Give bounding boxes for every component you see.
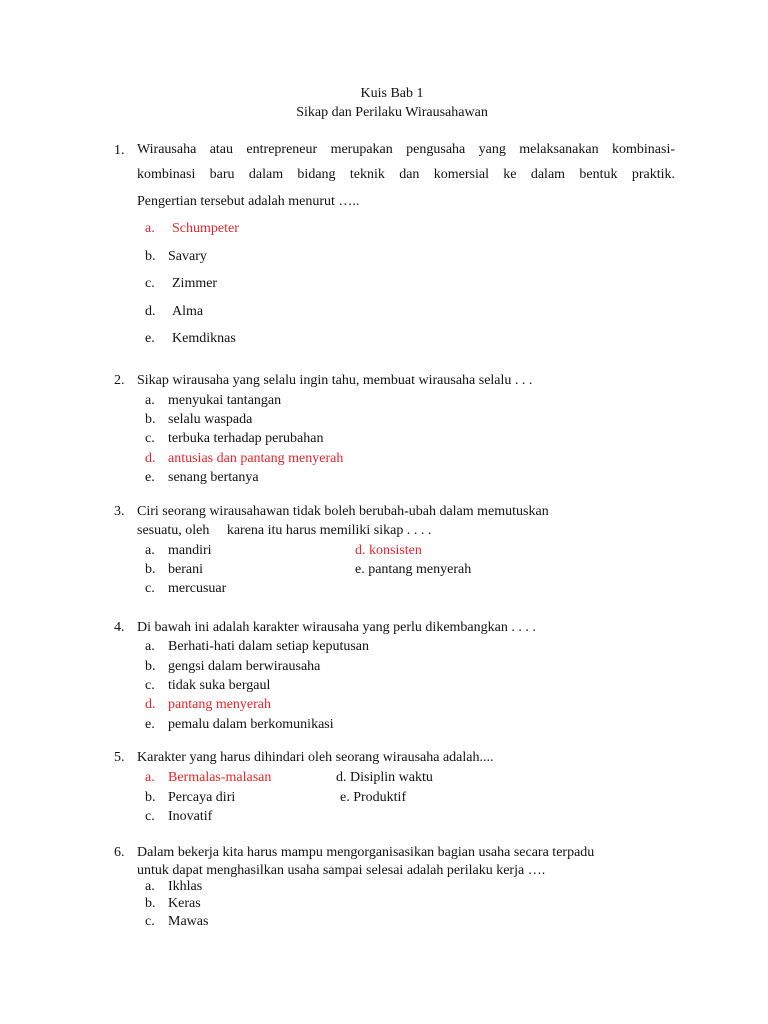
question-number: 5. <box>114 750 125 765</box>
option-letter: c. <box>145 914 155 929</box>
option-text: Savary <box>168 249 207 264</box>
option-letter: c. <box>145 809 155 824</box>
option-text: Alma <box>172 304 204 319</box>
question-text-line: Dalam bekerja kita harus mampu mengorganisasikan bagian usaha secara terpadu <box>137 845 595 860</box>
question-number: 2. <box>114 373 125 388</box>
option-letter: c. <box>145 276 155 291</box>
option-letter: d. <box>145 451 156 466</box>
option-letter: d. <box>145 697 156 712</box>
option-letter: b. <box>145 412 156 427</box>
option-text-correct: pantang menyerah <box>168 697 272 712</box>
option-text: selalu waspada <box>168 412 253 427</box>
question-number: 4. <box>114 620 125 635</box>
option-text: gengsi dalam berwirausaha <box>168 659 321 674</box>
option-text-correct: Schumpeter <box>172 221 239 236</box>
question-number: 1. <box>114 143 125 158</box>
option-text: e. Produktif <box>340 790 407 805</box>
option-letter: c. <box>145 581 155 596</box>
option-text: Ikhlas <box>168 879 203 894</box>
option-text: Mawas <box>168 914 209 929</box>
option-letter: a. <box>145 221 155 236</box>
option-text: mercusuar <box>168 581 227 596</box>
option-letter: a. <box>145 543 155 558</box>
option-text: Zimmer <box>172 276 218 291</box>
option-text: Inovatif <box>168 809 213 824</box>
option-text-correct: antusias dan pantang menyerah <box>168 451 344 466</box>
option-letter: a. <box>145 639 155 654</box>
question-text-line: Pengertian tersebut adalah menurut ….. <box>137 194 360 209</box>
option-letter: b. <box>145 249 156 264</box>
option-text: pemalu dalam berkomunikasi <box>168 717 334 732</box>
option-letter: a. <box>145 770 155 785</box>
question-text-line: sesuatu, oleh karena itu harus memiliki sikap . . . . <box>137 523 432 538</box>
question-text-line: kombinasi baru dalam bidang teknik dan komersial ke dalam bentuk praktik. <box>137 167 675 182</box>
option-text-correct: Bermalas-malasan <box>168 770 272 785</box>
question-number: 6. <box>114 845 125 860</box>
option-letter: b. <box>145 562 156 577</box>
option-letter: b. <box>145 659 156 674</box>
question-text-line: Sikap wirausaha yang selalu ingin tahu, membuat wirausaha selalu . . . <box>137 373 533 388</box>
option-text: mandiri <box>168 543 212 558</box>
option-letter: e. <box>145 470 155 485</box>
option-letter: b. <box>145 896 156 911</box>
option-text: Percaya diri <box>168 790 236 805</box>
option-letter: a. <box>145 879 155 894</box>
quiz-title: Kuis Bab 1 <box>360 86 424 101</box>
option-text: Berhati-hati dalam setiap keputusan <box>168 639 369 654</box>
option-letter: a. <box>145 393 155 408</box>
option-text: tidak suka bergaul <box>168 678 271 693</box>
question-text-line: Di bawah ini adalah karakter wirausaha yang perlu dikembangkan . . . . <box>137 620 536 635</box>
option-text-correct: d. konsisten <box>355 543 422 558</box>
question-text-line: Ciri seorang wirausahawan tidak boleh berubah-ubah dalam memutuskan <box>137 504 549 519</box>
option-letter: b. <box>145 790 156 805</box>
question-text-line: Wirausaha atau entrepreneur merupakan pengusaha yang melaksanakan kombinasi- <box>137 142 675 157</box>
option-letter: d. <box>145 304 156 319</box>
question-number: 3. <box>114 504 125 519</box>
option-text: Kemdiknas <box>172 331 236 346</box>
question-text-line: untuk dapat menghasilkan usaha sampai selesai adalah perilaku kerja …. <box>137 863 546 878</box>
option-text: Keras <box>168 896 201 911</box>
quiz-subtitle: Sikap dan Perilaku Wirausahawan <box>296 105 488 120</box>
option-letter: e. <box>145 717 155 732</box>
option-text: e. pantang menyerah <box>355 562 472 577</box>
option-text: terbuka terhadap perubahan <box>168 431 324 446</box>
option-letter: c. <box>145 431 155 446</box>
option-letter: c. <box>145 678 155 693</box>
option-text: d. Disiplin waktu <box>336 770 433 785</box>
option-letter: e. <box>145 331 155 346</box>
option-text: menyukai tantangan <box>168 393 282 408</box>
option-text: berani <box>168 562 203 577</box>
question-text-line: Karakter yang harus dihindari oleh seorang wirausaha adalah.... <box>137 750 494 765</box>
option-text: senang bertanya <box>168 470 259 485</box>
